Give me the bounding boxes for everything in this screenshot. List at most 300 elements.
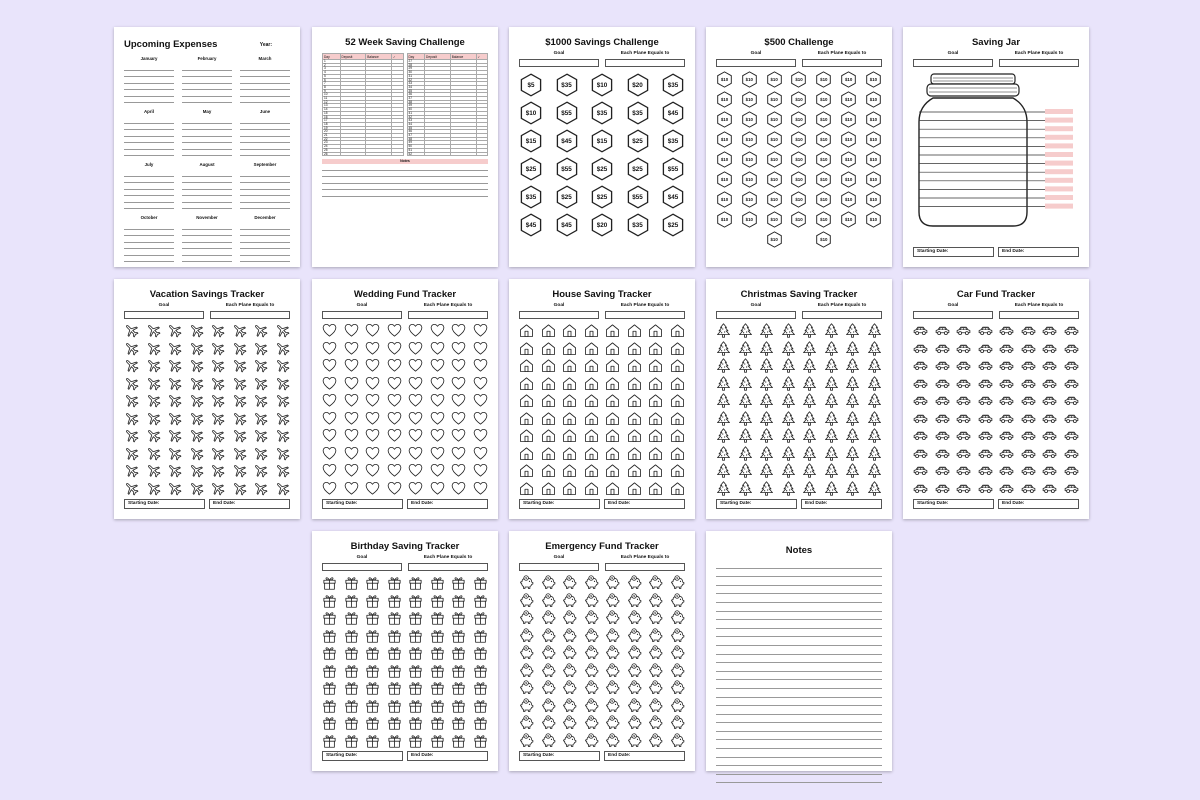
tracker-cell[interactable]: [802, 428, 817, 443]
tracker-cell[interactable]: [738, 358, 753, 373]
tracker-cell[interactable]: [845, 341, 860, 356]
tracker-cell[interactable]: [430, 341, 445, 356]
tracker-cell[interactable]: [408, 358, 423, 373]
money-cell[interactable]: [790, 171, 807, 188]
money-cell[interactable]: [865, 191, 882, 208]
tracker-cell[interactable]: [541, 593, 556, 608]
money-cell[interactable]: [661, 157, 685, 181]
tracker-cell[interactable]: [562, 715, 577, 730]
tracker-cell[interactable]: [387, 358, 402, 373]
tracker-cell[interactable]: [344, 481, 359, 496]
tracker-cell[interactable]: [867, 411, 882, 426]
tracker-cell[interactable]: [670, 463, 685, 478]
money-cell[interactable]: [661, 73, 685, 97]
tracker-cell[interactable]: [124, 446, 139, 461]
tracker-cell[interactable]: [387, 645, 402, 660]
tracker-cell[interactable]: [275, 481, 290, 496]
tracker-cell[interactable]: [648, 575, 663, 590]
tracker-cell[interactable]: [584, 393, 599, 408]
tracker-cell[interactable]: [605, 323, 620, 338]
tracker-cell[interactable]: [867, 446, 882, 461]
tracker-cell[interactable]: [584, 680, 599, 695]
tracker-cell[interactable]: [473, 446, 488, 461]
tracker-cell[interactable]: [322, 593, 337, 608]
tracker-cell[interactable]: [408, 663, 423, 678]
tracker-cell[interactable]: [956, 323, 971, 338]
tracker-cell[interactable]: [344, 733, 359, 748]
money-cell[interactable]: [741, 131, 758, 148]
tracker-cell[interactable]: [1021, 376, 1036, 391]
tracker-cell[interactable]: [999, 411, 1014, 426]
money-cell[interactable]: [865, 131, 882, 148]
money-cell[interactable]: [590, 101, 614, 125]
tracker-cell[interactable]: [605, 341, 620, 356]
tracker-cell[interactable]: [253, 463, 268, 478]
money-cell[interactable]: [626, 129, 650, 153]
tracker-cell[interactable]: [451, 358, 466, 373]
tracker-cell[interactable]: [473, 698, 488, 713]
end-date-field[interactable]: End Date:: [407, 499, 488, 509]
money-cell[interactable]: [766, 111, 783, 128]
tracker-cell[interactable]: [408, 393, 423, 408]
tracker-cell[interactable]: [275, 341, 290, 356]
tracker-cell[interactable]: [738, 376, 753, 391]
tracker-cell[interactable]: [781, 463, 796, 478]
tracker-cell[interactable]: [275, 323, 290, 338]
tracker-cell[interactable]: [627, 393, 642, 408]
tracker-cell[interactable]: [648, 645, 663, 660]
money-cell[interactable]: [716, 151, 733, 168]
tracker-cell[interactable]: [473, 323, 488, 338]
tracker-cell[interactable]: [562, 376, 577, 391]
tracker-cell[interactable]: [365, 376, 380, 391]
tracker-cell[interactable]: [275, 446, 290, 461]
tracker-cell[interactable]: [541, 446, 556, 461]
tracker-cell[interactable]: [999, 323, 1014, 338]
tracker-cell[interactable]: [913, 393, 928, 408]
tracker-cell[interactable]: [430, 715, 445, 730]
money-cell[interactable]: [590, 185, 614, 209]
tracker-cell[interactable]: [124, 411, 139, 426]
tracker-cell[interactable]: [781, 446, 796, 461]
tracker-cell[interactable]: [584, 698, 599, 713]
tracker-cell[interactable]: [584, 341, 599, 356]
tracker-cell[interactable]: [716, 323, 731, 338]
tracker-cell[interactable]: [605, 715, 620, 730]
tracker-cell[interactable]: [738, 323, 753, 338]
tracker-cell[interactable]: [738, 411, 753, 426]
tracker-cell[interactable]: [344, 628, 359, 643]
tracker-cell[interactable]: [365, 733, 380, 748]
tracker-cell[interactable]: [670, 663, 685, 678]
tracker-cell[interactable]: [802, 358, 817, 373]
tracker-cell[interactable]: [670, 376, 685, 391]
tracker-cell[interactable]: [562, 610, 577, 625]
tracker-cell[interactable]: [584, 411, 599, 426]
tracker-cell[interactable]: [1021, 323, 1036, 338]
tracker-cell[interactable]: [541, 323, 556, 338]
tracker-cell[interactable]: [408, 715, 423, 730]
tracker-cell[interactable]: [167, 358, 182, 373]
tracker-cell[interactable]: [519, 610, 534, 625]
tracker-cell[interactable]: [1064, 376, 1079, 391]
money-cell[interactable]: [716, 71, 733, 88]
tracker-cell[interactable]: [451, 341, 466, 356]
tracker-cell[interactable]: [344, 680, 359, 695]
tracker-cell[interactable]: [344, 411, 359, 426]
tracker-cell[interactable]: [365, 463, 380, 478]
tracker-cell[interactable]: [781, 411, 796, 426]
tracker-cell[interactable]: [670, 446, 685, 461]
goal-box[interactable]: [322, 563, 402, 571]
tracker-cell[interactable]: [344, 593, 359, 608]
money-cell[interactable]: [766, 191, 783, 208]
money-cell[interactable]: [790, 111, 807, 128]
tracker-cell[interactable]: [322, 411, 337, 426]
tracker-cell[interactable]: [584, 663, 599, 678]
tracker-cell[interactable]: [519, 645, 534, 660]
tracker-cell[interactable]: [562, 628, 577, 643]
tracker-cell[interactable]: [146, 481, 161, 496]
tracker-cell[interactable]: [167, 411, 182, 426]
tracker-cell[interactable]: [408, 733, 423, 748]
tracker-cell[interactable]: [322, 393, 337, 408]
tracker-cell[interactable]: [824, 341, 839, 356]
tracker-cell[interactable]: [1064, 446, 1079, 461]
tracker-cell[interactable]: [146, 411, 161, 426]
tracker-cell[interactable]: [430, 575, 445, 590]
tracker-cell[interactable]: [759, 323, 774, 338]
tracker-cell[interactable]: [387, 663, 402, 678]
tracker-cell[interactable]: [430, 446, 445, 461]
tracker-cell[interactable]: [845, 358, 860, 373]
tracker-cell[interactable]: [232, 446, 247, 461]
tracker-cell[interactable]: [913, 446, 928, 461]
end-date-field[interactable]: End Date:: [604, 751, 685, 761]
tracker-cell[interactable]: [824, 446, 839, 461]
money-cell[interactable]: [661, 129, 685, 153]
tracker-cell[interactable]: [978, 446, 993, 461]
tracker-cell[interactable]: [541, 610, 556, 625]
tracker-cell[interactable]: [670, 610, 685, 625]
tracker-cell[interactable]: [253, 393, 268, 408]
tracker-cell[interactable]: [344, 663, 359, 678]
money-cell[interactable]: [555, 185, 579, 209]
tracker-cell[interactable]: [167, 323, 182, 338]
tracker-cell[interactable]: [716, 481, 731, 496]
tracker-cell[interactable]: [365, 411, 380, 426]
money-cell[interactable]: [766, 151, 783, 168]
tracker-cell[interactable]: [956, 376, 971, 391]
tracker-cell[interactable]: [956, 481, 971, 496]
tracker-cell[interactable]: [648, 358, 663, 373]
tracker-cell[interactable]: [781, 358, 796, 373]
money-cell[interactable]: [790, 71, 807, 88]
tracker-cell[interactable]: [999, 446, 1014, 461]
tracker-cell[interactable]: [232, 323, 247, 338]
tracker-cell[interactable]: [519, 593, 534, 608]
tracker-cell[interactable]: [189, 428, 204, 443]
expense-lines[interactable]: [240, 117, 290, 156]
tracker-cell[interactable]: [1042, 428, 1057, 443]
tracker-cell[interactable]: [232, 428, 247, 443]
tracker-cell[interactable]: [519, 358, 534, 373]
tracker-cell[interactable]: [365, 481, 380, 496]
tracker-cell[interactable]: [322, 715, 337, 730]
tracker-cell[interactable]: [824, 463, 839, 478]
tracker-cell[interactable]: [648, 610, 663, 625]
tracker-cell[interactable]: [146, 341, 161, 356]
jar-level-box[interactable]: [1045, 135, 1073, 140]
tracker-cell[interactable]: [627, 575, 642, 590]
tracker-cell[interactable]: [519, 393, 534, 408]
tracker-cell[interactable]: [845, 376, 860, 391]
tracker-cell[interactable]: [473, 715, 488, 730]
tracker-cell[interactable]: [451, 593, 466, 608]
goal-box[interactable]: [716, 59, 796, 67]
tracker-cell[interactable]: [759, 358, 774, 373]
tracker-cell[interactable]: [759, 376, 774, 391]
tracker-cell[interactable]: [867, 376, 882, 391]
tracker-cell[interactable]: [605, 446, 620, 461]
tracker-cell[interactable]: [1021, 411, 1036, 426]
tracker-cell[interactable]: [189, 463, 204, 478]
tracker-cell[interactable]: [1021, 481, 1036, 496]
tracker-cell[interactable]: [1064, 463, 1079, 478]
tracker-cell[interactable]: [365, 610, 380, 625]
tracker-cell[interactable]: [627, 593, 642, 608]
money-cell[interactable]: [661, 185, 685, 209]
tracker-cell[interactable]: [408, 446, 423, 461]
tracker-cell[interactable]: [322, 680, 337, 695]
tracker-cell[interactable]: [430, 663, 445, 678]
tracker-cell[interactable]: [387, 428, 402, 443]
tracker-cell[interactable]: [648, 628, 663, 643]
money-cell[interactable]: [840, 191, 857, 208]
expense-lines[interactable]: [124, 64, 174, 103]
tracker-cell[interactable]: [670, 428, 685, 443]
tracker-cell[interactable]: [253, 358, 268, 373]
tracker-cell[interactable]: [562, 358, 577, 373]
tracker-cell[interactable]: [1021, 463, 1036, 478]
tracker-cell[interactable]: [451, 323, 466, 338]
tracker-cell[interactable]: [584, 715, 599, 730]
money-cell[interactable]: [766, 71, 783, 88]
tracker-cell[interactable]: [253, 428, 268, 443]
table-cell[interactable]: [425, 152, 451, 156]
end-date-field[interactable]: End Date:: [801, 499, 882, 509]
tracker-cell[interactable]: [124, 323, 139, 338]
money-cell[interactable]: [661, 101, 685, 125]
money-cell[interactable]: [815, 151, 832, 168]
tracker-cell[interactable]: [605, 698, 620, 713]
tracker-cell[interactable]: [541, 680, 556, 695]
tracker-cell[interactable]: [430, 323, 445, 338]
tracker-cell[interactable]: [322, 446, 337, 461]
tracker-cell[interactable]: [387, 698, 402, 713]
tracker-cell[interactable]: [430, 463, 445, 478]
tracker-cell[interactable]: [759, 463, 774, 478]
tracker-cell[interactable]: [648, 411, 663, 426]
tracker-cell[interactable]: [978, 428, 993, 443]
money-cell[interactable]: [865, 211, 882, 228]
jar-level-box[interactable]: [1045, 204, 1073, 209]
tracker-cell[interactable]: [344, 715, 359, 730]
tracker-cell[interactable]: [562, 463, 577, 478]
tracker-cell[interactable]: [430, 593, 445, 608]
tracker-cell[interactable]: [584, 376, 599, 391]
tracker-cell[interactable]: [670, 733, 685, 748]
tracker-cell[interactable]: [365, 680, 380, 695]
tracker-cell[interactable]: [978, 323, 993, 338]
tracker-cell[interactable]: [999, 376, 1014, 391]
money-cell[interactable]: [716, 91, 733, 108]
tracker-cell[interactable]: [124, 376, 139, 391]
tracker-cell[interactable]: [935, 446, 950, 461]
tracker-cell[interactable]: [562, 680, 577, 695]
tracker-cell[interactable]: [408, 593, 423, 608]
tracker-cell[interactable]: [978, 481, 993, 496]
tracker-cell[interactable]: [387, 446, 402, 461]
tracker-cell[interactable]: [253, 323, 268, 338]
tracker-cell[interactable]: [451, 733, 466, 748]
tracker-cell[interactable]: [605, 628, 620, 643]
tracker-cell[interactable]: [430, 376, 445, 391]
tracker-cell[interactable]: [562, 428, 577, 443]
tracker-cell[interactable]: [562, 393, 577, 408]
tracker-cell[interactable]: [408, 645, 423, 660]
tracker-cell[interactable]: [824, 428, 839, 443]
money-cell[interactable]: [766, 211, 783, 228]
tracker-cell[interactable]: [541, 463, 556, 478]
tracker-cell[interactable]: [519, 575, 534, 590]
tracker-cell[interactable]: [541, 393, 556, 408]
tracker-cell[interactable]: [451, 376, 466, 391]
tracker-cell[interactable]: [189, 323, 204, 338]
tracker-cell[interactable]: [253, 446, 268, 461]
tracker-cell[interactable]: [627, 698, 642, 713]
tracker-cell[interactable]: [738, 446, 753, 461]
tracker-cell[interactable]: [322, 358, 337, 373]
tracker-cell[interactable]: [1021, 358, 1036, 373]
money-cell[interactable]: [840, 151, 857, 168]
tracker-cell[interactable]: [430, 680, 445, 695]
tracker-cell[interactable]: [451, 698, 466, 713]
tracker-cell[interactable]: [738, 393, 753, 408]
tracker-cell[interactable]: [562, 411, 577, 426]
tracker-cell[interactable]: [541, 645, 556, 660]
tracker-cell[interactable]: [322, 733, 337, 748]
tracker-cell[interactable]: [956, 341, 971, 356]
tracker-cell[interactable]: [430, 393, 445, 408]
tracker-cell[interactable]: [935, 393, 950, 408]
end-date-field[interactable]: End Date:: [998, 247, 1079, 257]
tracker-cell[interactable]: [189, 358, 204, 373]
tracker-cell[interactable]: [344, 446, 359, 461]
starting-date-field[interactable]: Starting Date:: [124, 499, 205, 509]
table-cell[interactable]: [476, 152, 487, 156]
tracker-cell[interactable]: [365, 341, 380, 356]
tracker-cell[interactable]: [430, 411, 445, 426]
tracker-cell[interactable]: [232, 411, 247, 426]
money-cell[interactable]: [741, 71, 758, 88]
tracker-cell[interactable]: [519, 376, 534, 391]
tracker-cell[interactable]: [519, 698, 534, 713]
money-cell[interactable]: [840, 211, 857, 228]
tracker-cell[interactable]: [978, 376, 993, 391]
tracker-cell[interactable]: [387, 610, 402, 625]
tracker-cell[interactable]: [627, 446, 642, 461]
tracker-cell[interactable]: [473, 341, 488, 356]
tracker-cell[interactable]: [146, 428, 161, 443]
tracker-cell[interactable]: [473, 610, 488, 625]
starting-date-field[interactable]: Starting Date:: [519, 499, 600, 509]
tracker-cell[interactable]: [1064, 393, 1079, 408]
money-cell[interactable]: [766, 171, 783, 188]
jar-level-box[interactable]: [1045, 169, 1073, 174]
tracker-cell[interactable]: [562, 593, 577, 608]
money-cell[interactable]: [555, 129, 579, 153]
tracker-cell[interactable]: [716, 341, 731, 356]
tracker-cell[interactable]: [365, 575, 380, 590]
tracker-cell[interactable]: [322, 428, 337, 443]
goal-box[interactable]: [913, 59, 993, 67]
tracker-cell[interactable]: [824, 393, 839, 408]
tracker-cell[interactable]: [451, 663, 466, 678]
tracker-cell[interactable]: [802, 446, 817, 461]
tracker-cell[interactable]: [845, 411, 860, 426]
tracker-cell[interactable]: [935, 411, 950, 426]
tracker-cell[interactable]: [627, 358, 642, 373]
tracker-cell[interactable]: [541, 733, 556, 748]
tracker-cell[interactable]: [648, 663, 663, 678]
each-plane-box[interactable]: [999, 311, 1079, 319]
tracker-cell[interactable]: [562, 698, 577, 713]
tracker-cell[interactable]: [519, 481, 534, 496]
tracker-cell[interactable]: [648, 698, 663, 713]
money-cell[interactable]: [519, 213, 543, 237]
tracker-cell[interactable]: [584, 323, 599, 338]
tracker-cell[interactable]: [605, 411, 620, 426]
money-cell[interactable]: [716, 131, 733, 148]
tracker-cell[interactable]: [430, 428, 445, 443]
tracker-cell[interactable]: [781, 481, 796, 496]
tracker-cell[interactable]: [648, 446, 663, 461]
money-cell[interactable]: [865, 71, 882, 88]
tracker-cell[interactable]: [275, 411, 290, 426]
tracker-cell[interactable]: [408, 411, 423, 426]
tracker-cell[interactable]: [344, 645, 359, 660]
tracker-cell[interactable]: [365, 446, 380, 461]
tracker-cell[interactable]: [451, 446, 466, 461]
tracker-cell[interactable]: [867, 481, 882, 496]
money-cell[interactable]: [626, 157, 650, 181]
tracker-cell[interactable]: [605, 575, 620, 590]
tracker-cell[interactable]: [605, 358, 620, 373]
tracker-cell[interactable]: [519, 680, 534, 695]
tracker-cell[interactable]: [867, 463, 882, 478]
tracker-cell[interactable]: [605, 376, 620, 391]
tracker-cell[interactable]: [519, 663, 534, 678]
tracker-cell[interactable]: [430, 733, 445, 748]
tracker-cell[interactable]: [253, 341, 268, 356]
tracker-cell[interactable]: [365, 663, 380, 678]
tracker-cell[interactable]: [738, 341, 753, 356]
money-cell[interactable]: [840, 131, 857, 148]
tracker-cell[interactable]: [451, 393, 466, 408]
tracker-cell[interactable]: [473, 428, 488, 443]
tracker-cell[interactable]: [519, 446, 534, 461]
